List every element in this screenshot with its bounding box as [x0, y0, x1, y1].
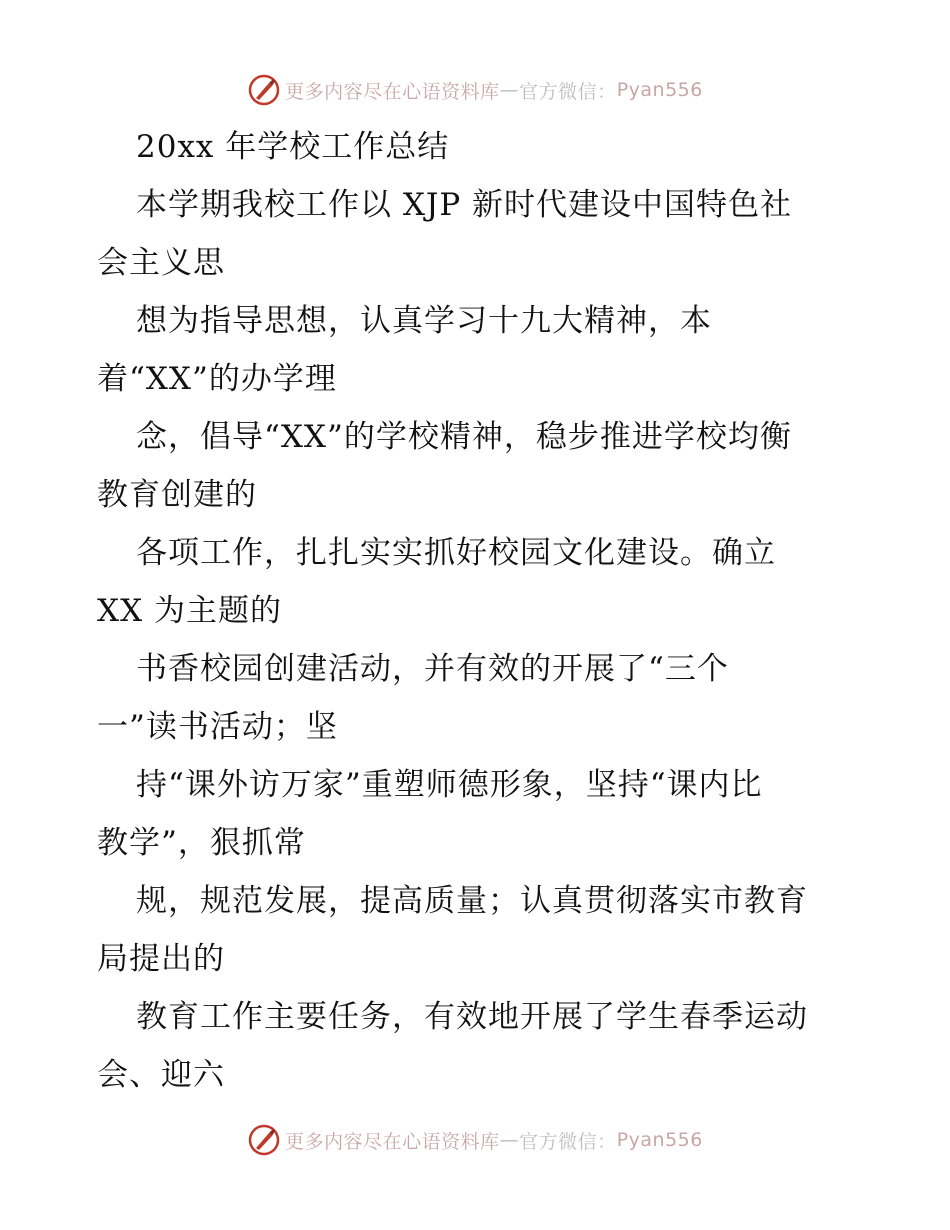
document-line: 会主义思 — [97, 245, 225, 281]
footer-banner — [0, 1120, 950, 1160]
document-line: 想为指导思想，认真学习十九大精神，本 — [136, 303, 712, 339]
banner-wechat-label: 官方微信： — [519, 1130, 617, 1153]
banner-dash: — — [499, 79, 520, 101]
document-line: 着“XX”的办学理 — [97, 361, 337, 397]
document-line: 一”读书活动；坚 — [97, 709, 338, 745]
banner-wechat-id: Pyan556 — [616, 79, 703, 101]
pen-logo-icon — [247, 1123, 281, 1157]
banner-wechat-id: Pyan556 — [616, 1129, 703, 1151]
document-line: 教学”，狠抓常 — [97, 825, 306, 861]
document-line: 教育工作主要任务，有效地开展了学生春季运动 — [136, 999, 808, 1035]
document-line: XX 为主题的 — [97, 593, 282, 629]
document-line: 持“课外访万家”重塑师德形象，坚持“课内比 — [136, 767, 763, 803]
document-line: 书香校园创建活动，并有效的开展了“三个 — [136, 651, 729, 687]
header-banner — [0, 70, 950, 110]
document-line: 教育创建的 — [97, 477, 257, 513]
banner-dash: — — [499, 1129, 520, 1151]
document-title: 20xx 年学校工作总结 — [136, 129, 450, 165]
document-line: 念，倡导“XX”的学校精神，稳步推进学校均衡 — [136, 419, 792, 455]
document-line: 局提出的 — [97, 941, 225, 977]
document-line: 各项工作，扎扎实实抓好校园文化建设。确立 — [136, 535, 776, 571]
banner-wechat-label: 官方微信： — [519, 80, 617, 103]
banner-main-text: 更多内容尽在心语资料库 — [285, 80, 500, 103]
banner-main-text: 更多内容尽在心语资料库 — [285, 1130, 500, 1153]
pen-logo-icon — [247, 73, 281, 107]
document-body — [97, 118, 877, 1104]
document-line: 规，规范发展，提高质量；认真贯彻落实市教育 — [136, 883, 808, 919]
document-line: 本学期我校工作以 XJP 新时代建设中国特色社 — [136, 187, 793, 223]
document-line: 会、迎六 — [97, 1057, 225, 1093]
